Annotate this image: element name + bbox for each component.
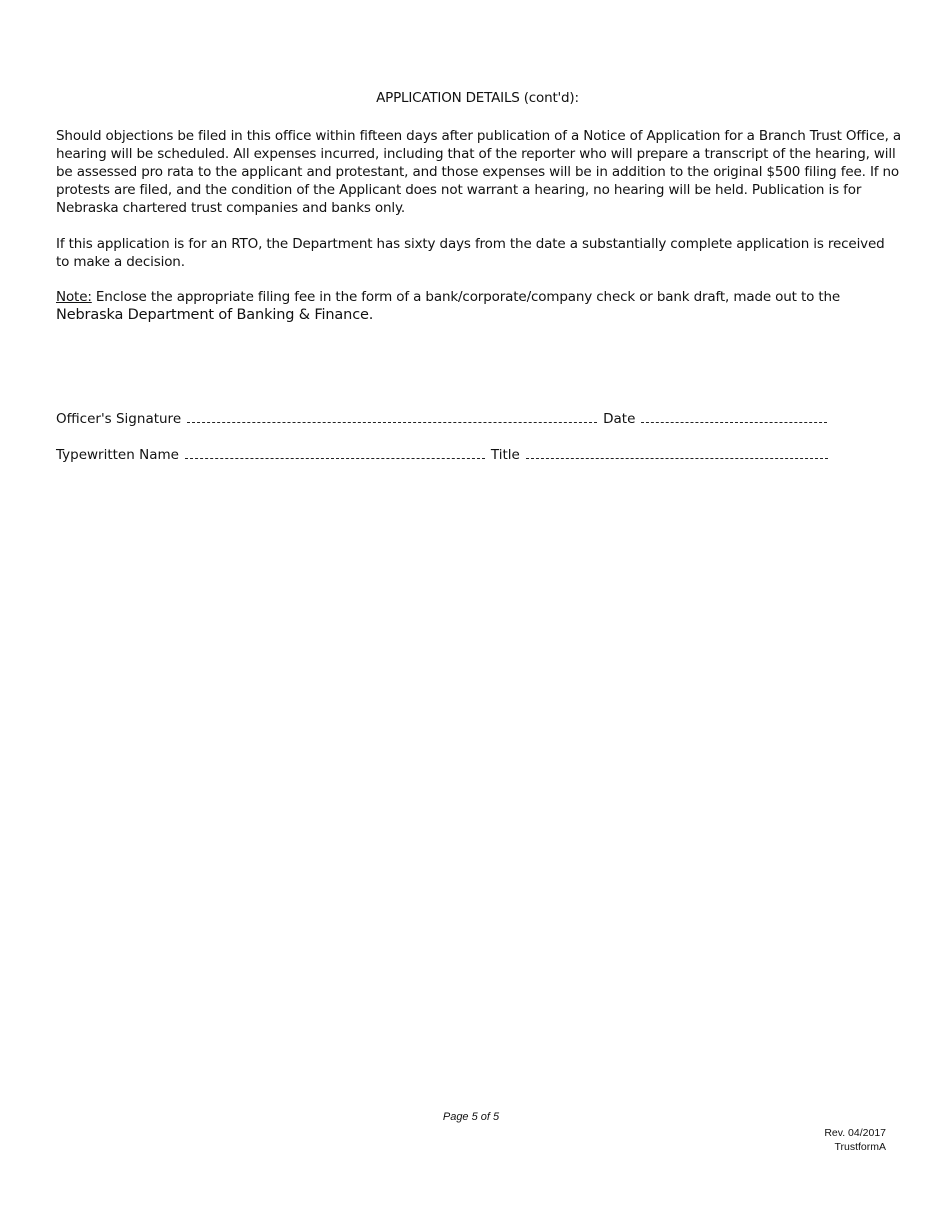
note-text: Enclose the appropriate filing fee in the form of a bank/corporate/company check or bank draft, made out to the xyxy=(91,289,841,305)
objections-paragraph: Should objections be filed in this office within fifteen days after publication of a Notice of Application for a Branch Trust Office, a hearing will be scheduled. All expenses incurred, including that of the reporter who will prepare a transcript of the hearing, will be assessed pro rata to the applicant and protestant, and those expenses will be in addition to the original $500 filing fee. If no protests are filed, and the condition of the Applicant does not warrant a hearing, no hearing will be held. Publication is for Nebraska chartered trust companies and banks only. xyxy=(56,128,901,216)
section-heading: APPLICATION DETAILS (cont'd): xyxy=(376,90,579,106)
note-paragraph xyxy=(56,288,901,324)
name-title-row xyxy=(56,446,834,464)
title-field[interactable] xyxy=(526,447,828,459)
date-field[interactable] xyxy=(641,411,827,423)
rto-paragraph: If this application is for an RTO, the Department has sixty days from the date a substantially complete application is received to make a decision. xyxy=(56,236,885,270)
typewritten-name-field[interactable] xyxy=(185,447,485,459)
officer-signature-label: Officer's Signature xyxy=(56,411,182,427)
typewritten-name-label: Typewritten Name xyxy=(56,447,179,463)
signature-row xyxy=(56,410,833,428)
note-label: Note: xyxy=(56,289,92,305)
revision-block xyxy=(824,1126,886,1154)
date-label: Date xyxy=(603,411,636,427)
form-id: TrustformA xyxy=(834,1141,886,1153)
revision-date: Rev. 04/2017 xyxy=(824,1127,886,1139)
officer-signature-field[interactable] xyxy=(187,411,597,423)
page-number: Page 5 of 5 xyxy=(442,1111,500,1123)
title-label: Title xyxy=(490,447,520,463)
note-tail: Nebraska Department of Banking & Finance. xyxy=(56,307,374,323)
